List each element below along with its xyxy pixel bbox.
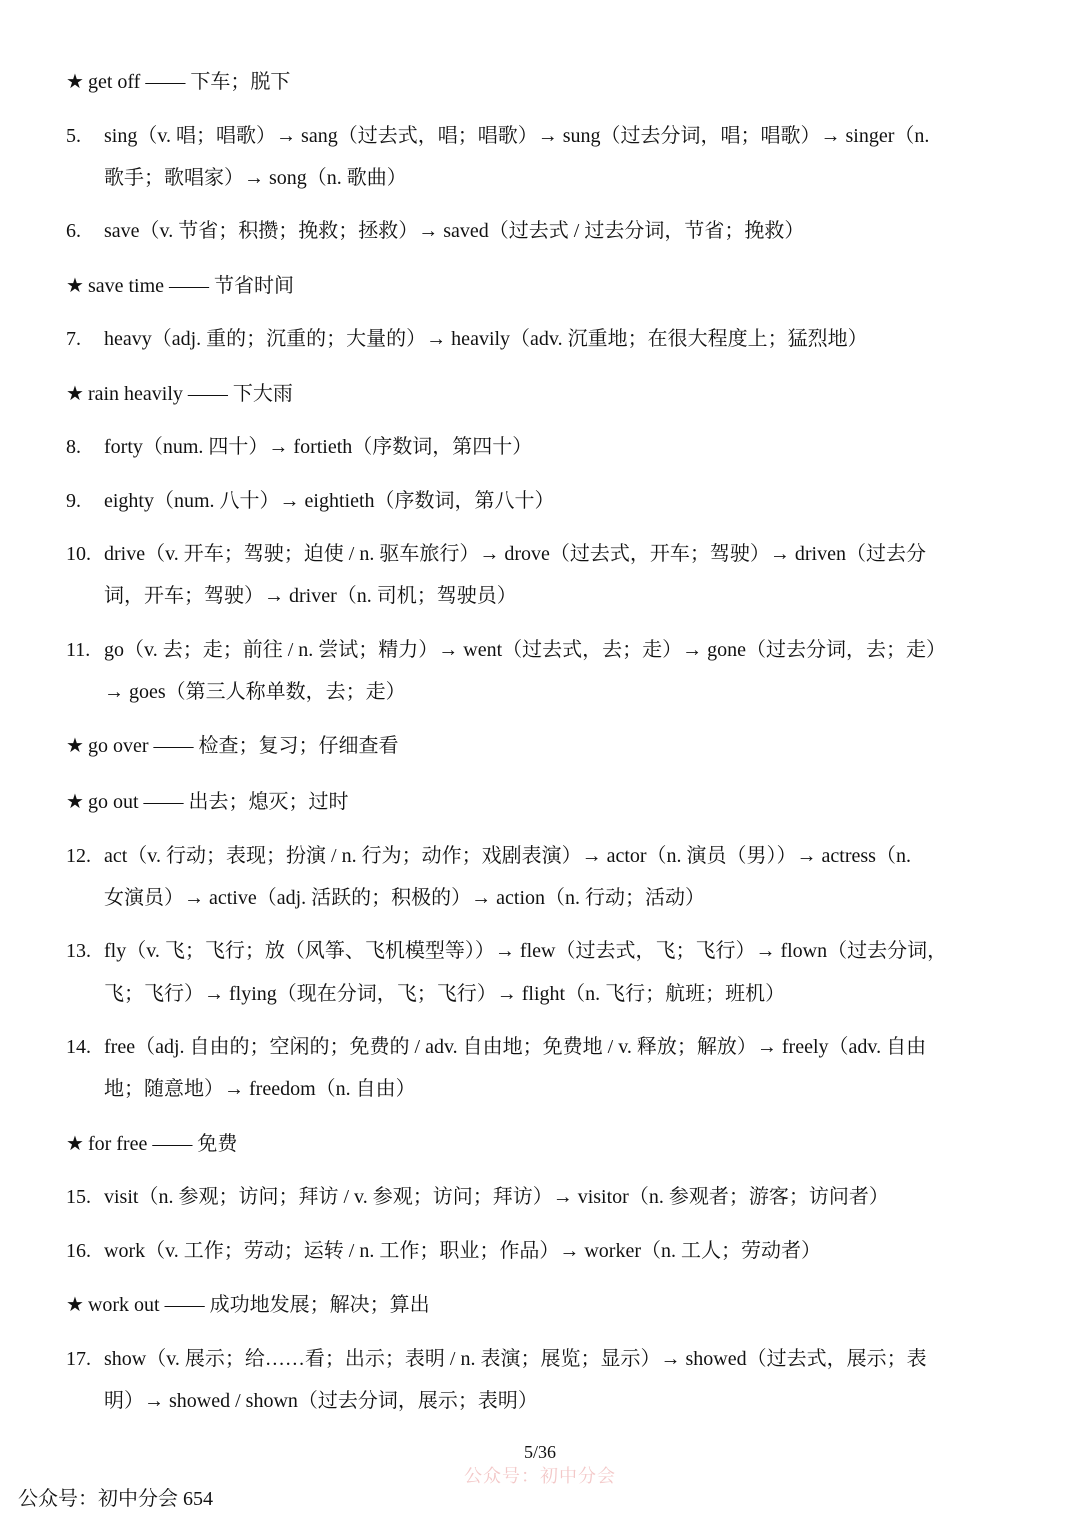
- phrase-entry: [66, 380, 1036, 408]
- watermark: 公众号：初中分会: [464, 1466, 616, 1486]
- entry-number: 12.: [66, 845, 91, 867]
- entry-text: eighty（num. 八十）→ eightieth（序数词，第八十）: [104, 490, 555, 512]
- word-entry: [66, 540, 1036, 568]
- entry-text: 地；随意地）→ freedom（n. 自由）: [104, 1078, 416, 1100]
- star-icon: ★: [66, 275, 84, 297]
- entry-number: 8.: [66, 436, 81, 458]
- entry-number: 17.: [66, 1348, 91, 1370]
- phrase-entry: [66, 788, 1036, 816]
- entry-text: rain heavily —— 下大雨: [87, 383, 293, 405]
- phrase-entry: [66, 1291, 1036, 1319]
- entry-text: save time —— 节省时间: [87, 275, 295, 297]
- word-entry-continuation: [104, 582, 1074, 610]
- word-entry: [66, 1033, 1036, 1061]
- word-entry: [66, 1237, 1036, 1265]
- word-entry: [66, 325, 1036, 353]
- entry-text: forty（num. 四十）→ fortieth（序数词，第四十）: [104, 436, 533, 458]
- entry-text: work（v. 工作；劳动；运转 / n. 工作；职业；作品）→ worker（n. 工人；劳动者）: [104, 1240, 822, 1262]
- entry-text: go over —— 检查；复习；仔细查看: [87, 735, 399, 757]
- entry-number: 10.: [66, 543, 91, 565]
- star-icon: ★: [66, 735, 84, 757]
- word-entry: [66, 487, 1036, 515]
- word-entry-continuation: [104, 164, 1074, 192]
- word-entry: [66, 937, 1036, 965]
- word-entry: [66, 1345, 1036, 1373]
- entry-number: 13.: [66, 940, 91, 962]
- word-entry-continuation: [104, 884, 1074, 912]
- word-entry: [66, 636, 1036, 664]
- star-icon: ★: [66, 1133, 84, 1155]
- phrase-entry: [66, 1130, 1036, 1158]
- phrase-entry: [66, 68, 1036, 96]
- star-icon: ★: [66, 1294, 84, 1316]
- entry-text: heavy（adj. 重的；沉重的；大量的）→ heavily（adv. 沉重地；在很大程度上；猛烈地）: [104, 328, 868, 350]
- entry-number: 16.: [66, 1240, 91, 1262]
- entry-text: go out —— 出去；熄灭；过时: [87, 791, 349, 813]
- entry-text: work out —— 成功地发展；解决；算出: [87, 1294, 430, 1316]
- entry-text: for free —— 免费: [87, 1133, 238, 1155]
- entry-text: visit（n. 参观；访问；拜访 / v. 参观；访问；拜访）→ visitor（n. 参观者；游客；访问者）: [104, 1186, 889, 1208]
- entry-text: → goes（第三人称单数，去；走）: [104, 681, 406, 703]
- entry-text: show（v. 展示；给……看；出示；表明 / n. 表演；展览；显示）→ showed（过去式，展示；表: [104, 1348, 927, 1370]
- entry-number: 9.: [66, 490, 81, 512]
- word-entry-continuation: [104, 1075, 1074, 1103]
- word-entry: [66, 1183, 1036, 1211]
- entry-text: free（adj. 自由的；空闲的；免费的 / adv. 自由地；免费地 / v. 释放；解放）→ freely（adv. 自由: [104, 1036, 927, 1058]
- entry-text: drive（v. 开车；驾驶；迫使 / n. 驱车旅行）→ drove（过去式，开车；驾驶）→ driven（过去分: [104, 543, 926, 565]
- entry-number: 11.: [66, 639, 91, 661]
- entry-text: 歌手；歌唱家）→ song（n. 歌曲）: [104, 167, 407, 189]
- entry-number: 5.: [66, 125, 81, 147]
- entry-number: 15.: [66, 1186, 91, 1208]
- star-icon: ★: [66, 791, 84, 813]
- entry-text: go（v. 去；走；前往 / n. 尝试；精力）→ went（过去式，去；走）→ gone（过去分词，去；走）: [104, 639, 947, 661]
- word-entry: [66, 122, 1036, 150]
- word-entry: [66, 433, 1036, 461]
- entry-number: 7.: [66, 328, 81, 350]
- word-entry: [66, 217, 1036, 245]
- entry-text: 女演员）→ active（adj. 活跃的；积极的）→ action（n. 行动；活动）: [104, 887, 706, 909]
- footer-credit: 公众号：初中分会 654: [18, 1488, 213, 1510]
- entry-text: 飞；飞行）→ flying（现在分词，飞；飞行）→ flight（n. 飞行；航班；班机）: [104, 983, 786, 1005]
- entry-text: sing（v. 唱；唱歌）→ sang（过去式，唱；唱歌）→ sung（过去分词，唱；唱歌）→ singer（n.: [104, 125, 930, 147]
- entry-text: get off —— 下车；脱下: [87, 71, 291, 93]
- entry-text: 词，开车；驾驶）→ driver（n. 司机；驾驶员）: [104, 585, 517, 607]
- word-entry-continuation: [104, 980, 1074, 1008]
- word-entry-continuation: [104, 678, 1074, 706]
- entry-number: 6.: [66, 220, 81, 242]
- star-icon: ★: [66, 71, 84, 93]
- word-entry: [66, 842, 1036, 870]
- entry-text: act（v. 行动；表现；扮演 / n. 行为；动作；戏剧表演）→ actor（n. 演员（男））→ actress（n.: [104, 845, 911, 867]
- star-icon: ★: [66, 383, 84, 405]
- page-number: 5/36: [523, 1442, 556, 1462]
- phrase-entry: [66, 732, 1036, 760]
- entry-text: 明）→ showed / shown（过去分词，展示；表明）: [104, 1390, 538, 1412]
- entry-text: save（v. 节省；积攒；挽救；拯救）→ saved（过去式 / 过去分词，节省；挽救）: [104, 220, 805, 242]
- word-entry-continuation: [104, 1387, 1074, 1415]
- entry-number: 14.: [66, 1036, 91, 1058]
- entry-text: fly（v. 飞；飞行；放（风筝、飞机模型等））→ flew（过去式，飞；飞行）→ flown（过去分词，: [104, 940, 948, 962]
- phrase-entry: [66, 272, 1036, 300]
